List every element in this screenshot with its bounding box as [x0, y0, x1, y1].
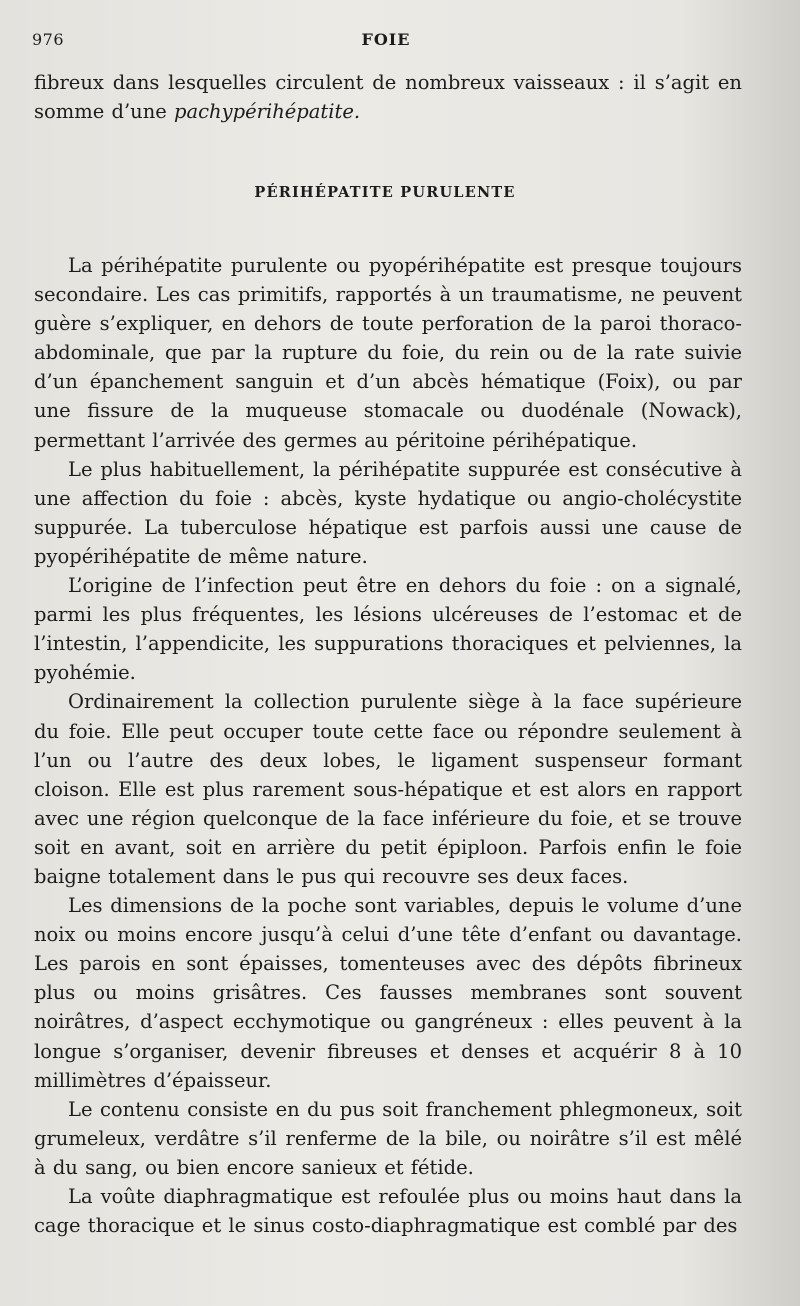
section-heading: PÉRIHÉPATITE PURULENTE — [254, 184, 516, 201]
paragraph: Le contenu consiste en du pus soit franchement phlegmoneux, soit grumeleux, verdâtre s’il renferme de la bile, ou noirâtre s’il est mêlé à du sang, ou bien encore sanieux et fétide. — [34, 1097, 742, 1179]
body-text — [34, 251, 742, 1240]
paragraph: Les dimensions de la poche sont variables, depuis le volume d’une noix ou moins encore jusqu’à celui d’une tête d’enfant ou davantage. Les parois en sont épaisses, tomenteuses avec des dépôts fibrineux plus ou moins grisâtres. Ces fausses membranes sont souvent noirâtres, d’aspect ecchymotique ou gangréneux : elles peuvent à la longue s’organiser, devenir fibreuses et denses et acquérir 8 à 10 millimètres d’épaisseur. — [34, 894, 742, 1092]
page-number: 976 — [32, 30, 65, 49]
paragraph: Le plus habituellement, la périhépatite suppurée est consécutive à une affection du foie : abcès, kyste hydatique ou angio-cholécystite suppurée. La tuberculose hépatique est parfois aussi une cause de pyopérihépatite de même nature. — [34, 457, 742, 568]
paragraph: Ordinairement la collection purulente siège à la face supérieure du foie. Elle peut occuper toute cette face ou répondre seulement à l’un ou l’autre des deux lobes, le ligament suspenseur formant cloison. Elle est plus rarement sous-hépatique et est alors en rapport avec une région quelconque de la face inférieure du foie, et se trouve soit en avant, soit en arrière du petit épiploon. Parfois enfin le foie baigne totalement dans le pus qui recouvre ses deux faces. — [34, 690, 742, 888]
running-head — [32, 30, 740, 54]
paragraph: L’origine de l’infection peut être en dehors du foie : on a signalé, parmi les plus fréquentes, les lésions ulcéreuses de l’estomac et de l’intestin, l’appendicite, les suppurations thoraciques et pelviennes, la pyohémie. — [34, 574, 742, 685]
paragraph: La périhépatite purulente ou pyopérihépatite est presque toujours secondaire. Les cas primitifs, rapportés à un traumatisme, ne peuvent guère s’expliquer, en dehors de toute perforation de la paroi thoraco-abdominale, que par la rupture du foie, du rein ou de la rate suivie d’un épanchement sanguin et d’un abcès hématique (Foix), ou par une fissure de la muqueuse stomacale ou duodénale (Nowack), permettant l’arrivée des germes au péritoine périhépatique. — [34, 254, 742, 452]
running-title: FOIE — [361, 30, 411, 49]
intro-text: fibreux dans lesquelles circulent de nombreux vaisseaux : il s’agit en somme d’une — [34, 71, 742, 124]
intro-emphasis: pachypérihépatite. — [174, 100, 361, 124]
paragraph: La voûte diaphragmatique est refoulée plus ou moins haut dans la cage thoracique et le sinus costo-diaphragmatique est comblé par des — [34, 1185, 742, 1238]
intro-paragraph — [34, 68, 742, 126]
intro-block — [34, 68, 742, 126]
